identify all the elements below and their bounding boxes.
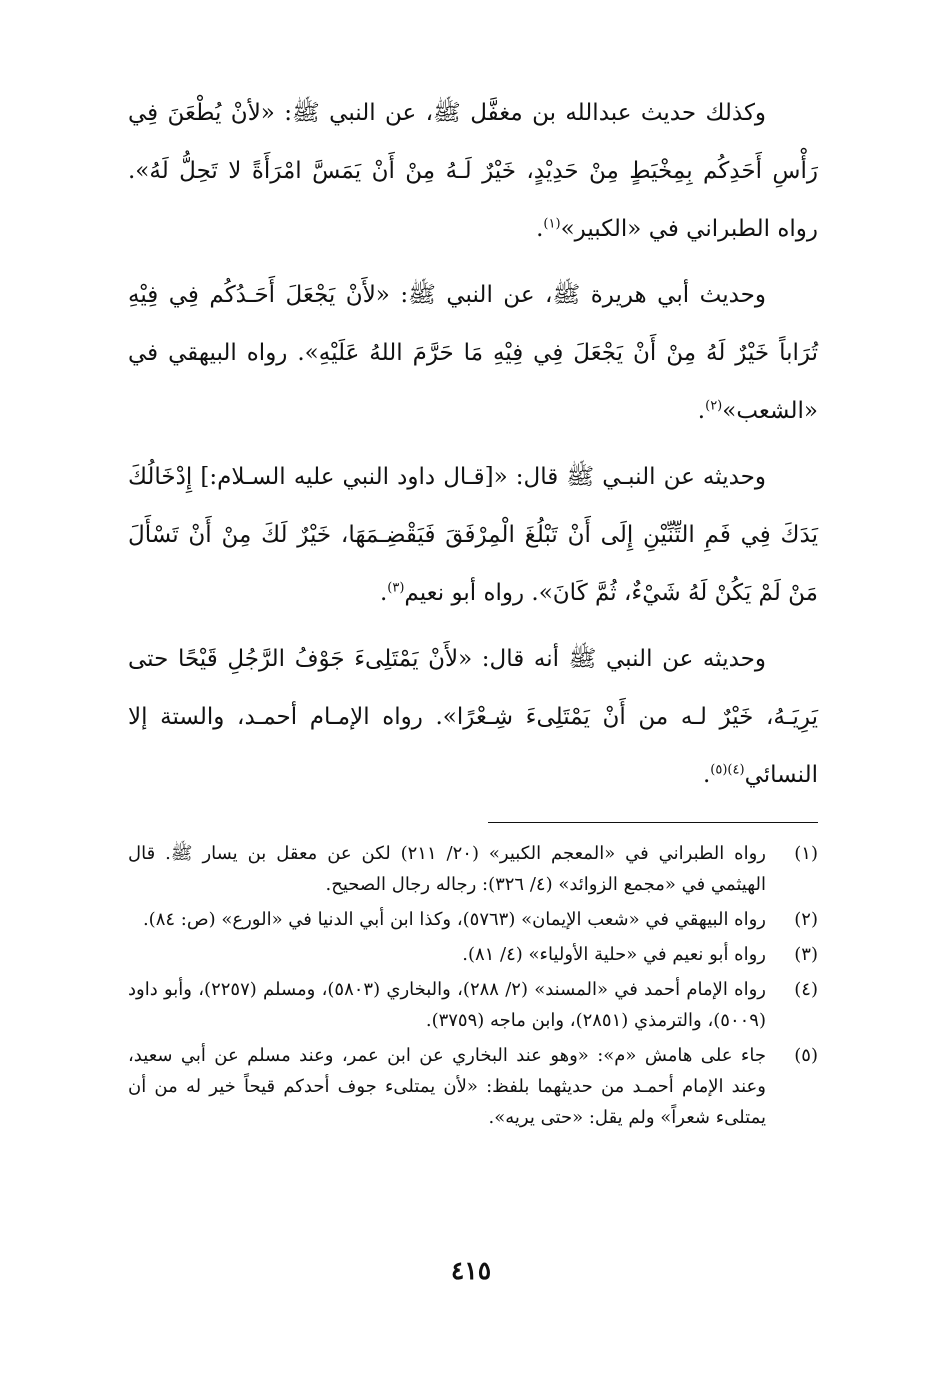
paragraph-end: . xyxy=(697,398,706,424)
paragraph-2 xyxy=(128,266,818,440)
footnote-number: (٣) xyxy=(794,944,818,965)
footnote-number: (١) xyxy=(794,843,818,864)
paragraph-text: وحديثه عن النبي ﷺ أنه قال: «لأَنْ يَمْتَلِىءَ جَوْفُ الرَّجُلِ قَيْحًا حتى يَرِيَـهُ، خَيْرٌ لـه من أَنْ يَمْتَلِىءَ شِـعْرًا». رواه الإمـام أحمـد، والستة إلا النسائي xyxy=(128,646,818,788)
footnotes xyxy=(128,838,818,1137)
paragraph-text: وحديث أبي هريرة ﷺ، عن النبي ﷺ: «لأَنْ يَجْعَلَ أَحَـدُكُم فِي فِيْهِ تُرَاباً خَيْرٌ لَهُ مِنْ أَنْ يَجْعَلَ فِي فِيْهِ مَا حَرَّمَ اللهُ عَلَيْهِ». رواه البيهقي في «الشعب» xyxy=(128,282,818,424)
footnote-reference: (٤)(٥) xyxy=(710,762,745,778)
footnote-number: (٢) xyxy=(794,909,818,930)
page-number: ٤١٥ xyxy=(450,1256,492,1285)
footnote-text: رواه الطبراني في «المعجم الكبير» (٢٠/ ٢١١) لكن عن معقل بن يسار ﷺ. قال الهيثمي في «مجمع الزوائد» (٤/ ٣٢٦): رجاله رجال الصحيح. xyxy=(128,843,766,895)
footnote-3 xyxy=(128,939,818,970)
footnote-text: جاء على هامش «م»: «وهو عند البخاري عن ابن عمر، وعند مسلم عن أبي سعيد، وعند الإمام أحمـد من حديثهما بلفظ: «لأن يمتلىء جوف أحدكم قيحاً خير له من أن يمتلىء شعراً» ولم يقل: «حتى يريه». xyxy=(128,1045,766,1128)
footnote-divider xyxy=(488,822,818,823)
paragraph-1 xyxy=(128,84,818,258)
paragraph-end: . xyxy=(702,762,711,788)
footnote-text: رواه البيهقي في «شعب الإيمان» (٥٧٦٣)، وكذا ابن أبي الدنيا في «الورع» (ص: ٨٤). xyxy=(142,909,766,930)
footnote-reference: (٣) xyxy=(387,580,405,596)
footnote-1 xyxy=(128,838,818,900)
footnote-number: (٤) xyxy=(794,979,818,1000)
paragraph-text: وحديثه عن النبـي ﷺ قال: «[قـال داود النبي عليه السـلام:] إِدْخَالُكَ يَدَكَ فِي فَمِ التِّنِّيْنِ إِلَى أَنْ تَبْلُغَ الْمِرْفَقَ فَيَقْضِـمَهَا، خَيْرٌ لَكَ مِنْ أَنْ تَسْأَلَ مَنْ لَمْ يَكُنْ لَهُ شَيْءٌ، ثُمَّ كَانَ». رواه أبو نعيم xyxy=(128,464,818,606)
paragraph-end: . xyxy=(379,580,388,606)
main-text xyxy=(128,84,818,804)
footnote-text: رواه أبو نعيم في «حلية الأولياء» (٤/ ٨١). xyxy=(462,944,766,965)
footnote-reference: (٢) xyxy=(705,398,723,414)
footnote-text: رواه الإمام أحمد في «المسند» (٢/ ٢٨٨)، والبخاري (٥٨٠٣)، ومسلم (٢٢٥٧)، وأبو داود (٥٠٠٩)، والترمذي (٢٨٥١)، وابن ماجه (٣٧٥٩). xyxy=(128,979,766,1031)
footnote-number: (٥) xyxy=(794,1045,818,1066)
paragraph-text: وكذلك حديث عبدالله بن مغفَّل ﷺ، عن النبي ﷺ: «لأنْ يُطْعَنَ فِي رَأْسِ أَحَدِكُم بِمِخْيَطٍ مِنْ حَدِيْدٍ، خَيْرٌ لَـهُ مِنْ أَنْ يَمَسَّ امْرَأَةً لا تَحِلُّ لَهُ». رواه الطبراني في «الكبير» xyxy=(128,100,818,242)
paragraph-end: . xyxy=(536,216,544,242)
footnote-4 xyxy=(128,974,818,1036)
footnote-2 xyxy=(128,904,818,935)
footnote-reference: (١) xyxy=(543,216,561,232)
footnote-5 xyxy=(128,1040,818,1133)
paragraph-4 xyxy=(128,630,818,804)
paragraph-3 xyxy=(128,448,818,622)
